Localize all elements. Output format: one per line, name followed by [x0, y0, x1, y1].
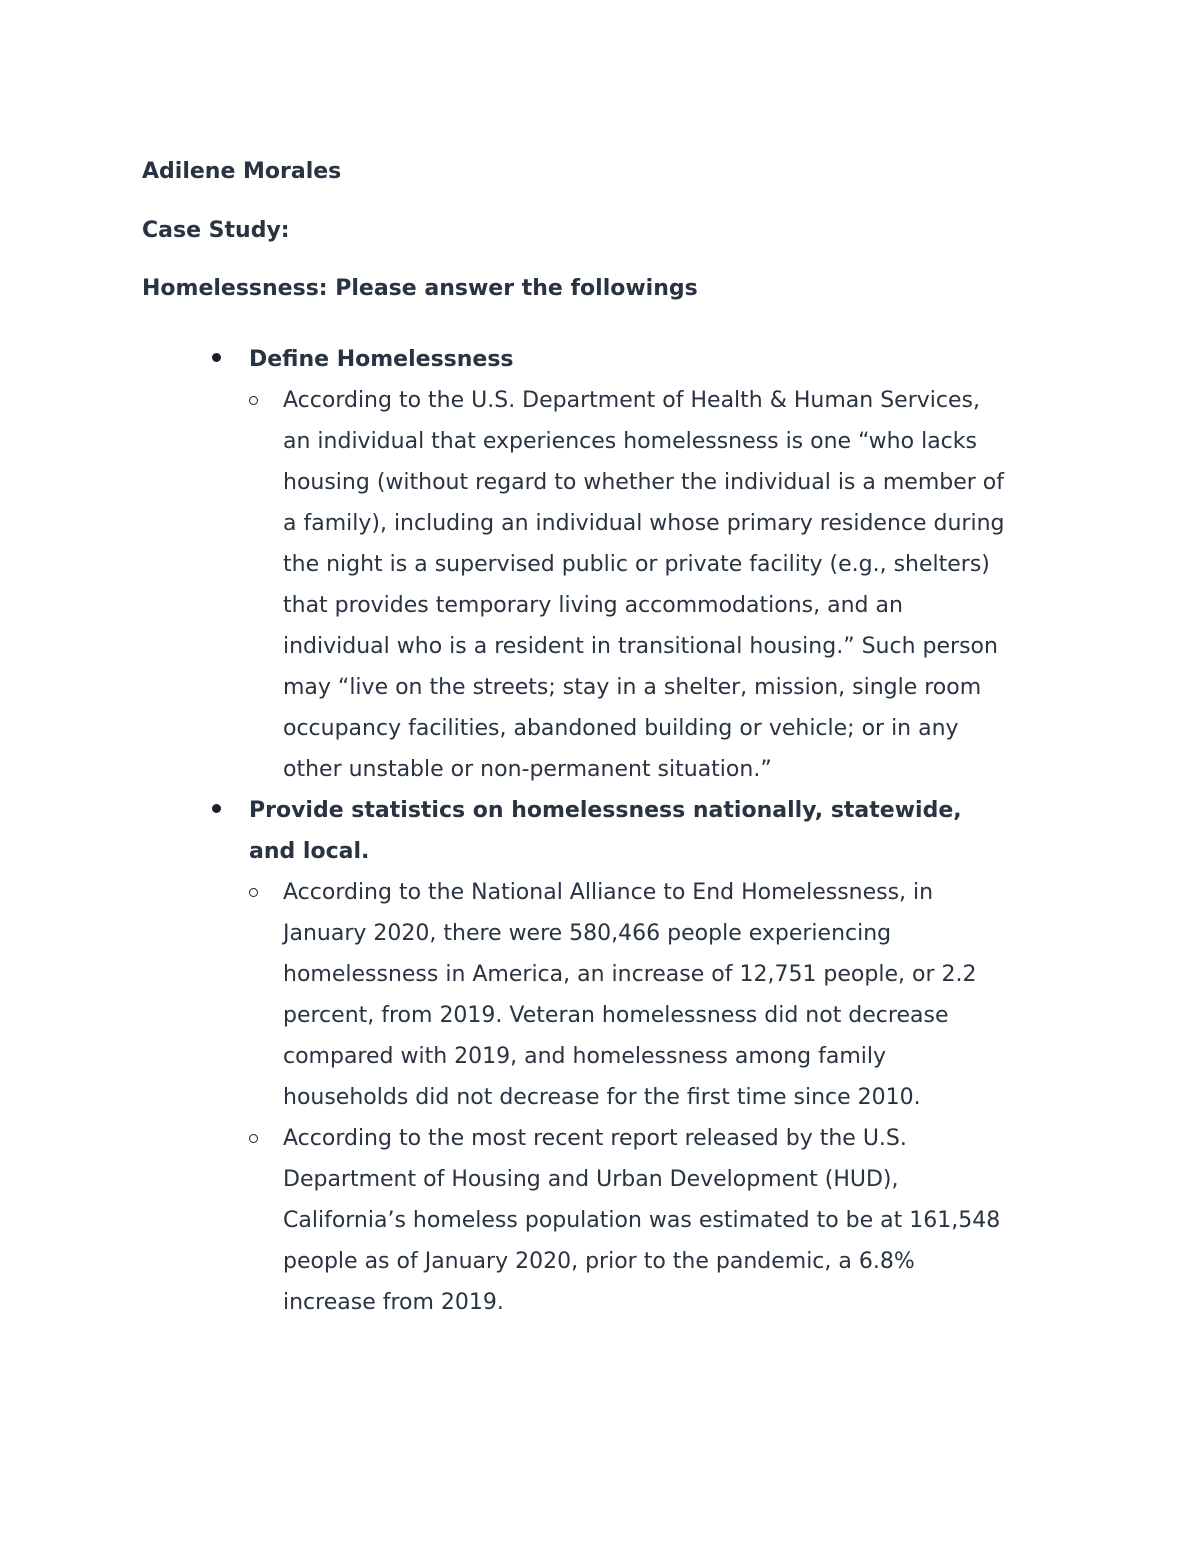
- answer-line: According to the National Alliance to End Homelessness, in: [283, 880, 934, 905]
- question-label: [249, 790, 1049, 872]
- answer-line: increase from 2019.: [283, 1290, 504, 1315]
- question-label-line: Provide statistics on homelessness nationally, statewide,: [249, 798, 962, 823]
- question-label: Define Homelessness: [249, 347, 514, 372]
- question-label-line: and local.: [249, 839, 370, 864]
- answer-line: According to the U.S. Department of Health & Human Services,: [283, 388, 980, 413]
- answer-item: [249, 872, 1072, 1118]
- answer-text: [283, 380, 1063, 790]
- answer-line: an individual that experiences homelessness is one “who lacks: [283, 429, 977, 454]
- answer-line: individual who is a resident in transitional housing.” Such person: [283, 634, 998, 659]
- answer-item: [249, 1118, 1072, 1323]
- assignment-prompt: Homelessness: Please answer the followings: [142, 276, 698, 301]
- hollow-bullet-icon: [249, 1134, 258, 1143]
- answer-line: that provides temporary living accommodations, and an: [283, 593, 903, 618]
- case-study-heading: Case Study:: [142, 218, 290, 243]
- answer-line: may “live on the streets; stay in a shelter, mission, single room: [283, 675, 982, 700]
- answer-line: other unstable or non-permanent situation.”: [283, 757, 772, 782]
- answer-text: [283, 872, 1063, 1118]
- answer-line: people as of January 2020, prior to the pandemic, a 6.8%: [283, 1249, 915, 1274]
- question-define-homelessness: [142, 339, 1072, 790]
- hollow-bullet-icon: [249, 888, 258, 897]
- answer-text: [283, 1118, 1063, 1323]
- answer-line: occupancy facilities, abandoned building or vehicle; or in any: [283, 716, 959, 741]
- answer-line: a family), including an individual whose primary residence during: [283, 511, 1005, 536]
- answer-line: compared with 2019, and homelessness among family: [283, 1044, 887, 1069]
- hollow-bullet-icon: [249, 396, 258, 405]
- answer-line: Department of Housing and Urban Development (HUD),: [283, 1167, 899, 1192]
- answer-line: the night is a supervised public or private facility (e.g., shelters): [283, 552, 990, 577]
- author-name: Adilene Morales: [142, 159, 342, 184]
- answer-line: households did not decrease for the first time since 2010.: [283, 1085, 921, 1110]
- answer-line: California’s homeless population was estimated to be at 161,548: [283, 1208, 1001, 1233]
- answer-line: percent, from 2019. Veteran homelessness did not decrease: [283, 1003, 949, 1028]
- answer-line: According to the most recent report released by the U.S.: [283, 1126, 907, 1151]
- bullet-icon: [212, 804, 221, 813]
- answer-line: housing (without regard to whether the individual is a member of: [283, 470, 1004, 495]
- bullet-icon: [212, 353, 221, 362]
- answer-item: [249, 380, 1072, 790]
- question-statistics: [142, 790, 1072, 1323]
- answer-line: January 2020, there were 580,466 people experiencing: [283, 921, 892, 946]
- answer-line: homelessness in America, an increase of 12,751 people, or 2.2: [283, 962, 977, 987]
- question-list: [142, 339, 1072, 1323]
